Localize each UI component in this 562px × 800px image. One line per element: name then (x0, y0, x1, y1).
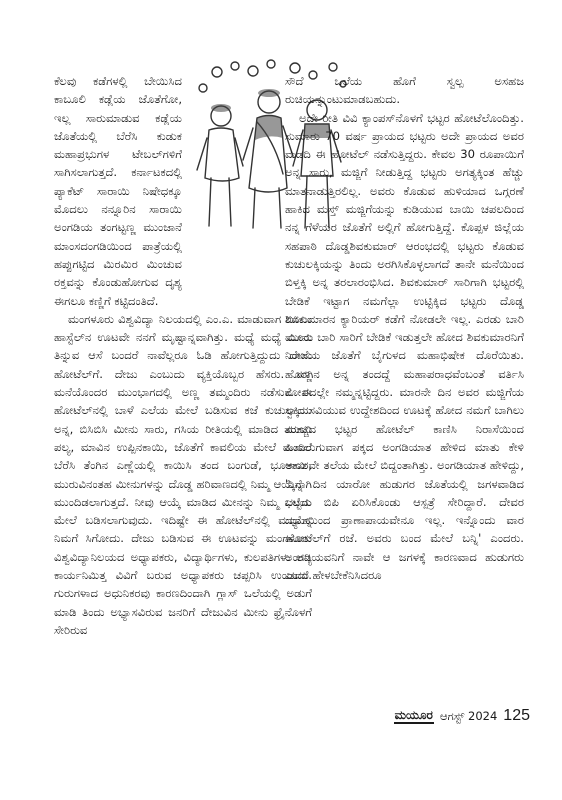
page-footer (370, 704, 530, 728)
magazine-logo: ಮಯೂರ (394, 707, 433, 722)
left-column (54, 72, 312, 639)
left-paragraph-2: ಮಂಗಳೂರು ವಿಶ್ವವಿದ್ಯಾ ನಿಲಯದಲ್ಲಿ ಎಂ.ಎ. ಮಾಡುವಾಗ ಬಿಸಿಎಂ ಹಾಸ್ಟೆಲ್‌ನ ಊಟವೇ ನನಗೆ ಮೃಷ್ಟಾನ್ನವಾಗಿತ್ತು. ಮಧ್ಯೆ ಮಧ್ಯೆ ಮೀನು ತಿನ್ನುವ ಆಸೆ ಬಂದರೆ ನಾವೆಲ್ಲರೂ ಓಡಿ ಹೋಗುತ್ತಿದ್ದುದು ದೇಜು ಹೋಟೆಲ್‌ಗೆ. ದೇಜು ಎಂಬುದು ವ್ಯಕ್ತಿಯೊಬ್ಬರ ಹೆಸರು. ಸಣ್ಣ ಮನೆಯೊಂದರ ಮುಂಭಾಗದಲ್ಲಿ ಅಣ್ಣ ತಮ್ಮಂದಿರು ನಡೆಸುವ ಈ ಹೋಟೆಲ್‌ನಲ್ಲಿ ಬಾಳೆ ಎಲೆಯ ಮೇಲೆ ಬಡಿಸುವ ಕಜೆ ಕುಚುಲಕ್ಕಿಯ ಅನ್ನ, ಬಿಸಿಬಿಸಿ ಮೀನು ಸಾರು, ಗಸಿಯ ರೀತಿಯಲ್ಲಿ ಮಾಡಿದ ತರಕಾರಿ ಪಲ್ಯ, ಮಾವಿನ ಉಪ್ಪಿನಕಾಯಿ, ಜೊತೆಗೆ ಕಾವಲಿಯ ಮೇಲೆ ಮಸಾಲೆ ಬೆರೆಸಿ ತೆಂಗಿನ ಎಣ್ಣೆಯಲ್ಲಿ ಕಾಯಿಸಿ ತಂದ ಬಂಗುಡೆ, ಭೂತಾಯಿ, ಮುರುವಿನಂತಹ ಮೀನುಗಳನ್ನು ದೊಡ್ಡ ಹರಿವಾಣದಲ್ಲಿ ನಿಮ್ಮ ಆಯ್ಕೆಗಾಗಿ ಮುಂದಿಡಲಾಗುತ್ತದೆ. ನೀವು ಆಯ್ಕೆ ಮಾಡಿದ ಮೀನನ್ನು ನಿಮ್ಮ ಎಲೆಯ ಮೇಲೆ ಬಡಿಸಲಾಗುವುದು. ಇದಿಷ್ಟೇ ಈ ಹೋಟೆಲ್‌ನಲ್ಲಿ ಮಧ್ಯಾಹ್ನ ನಿಮಗೆ ಸಿಗೋದು. ದೇಜು ಬಡಿಸುವ ಈ ಊಟವನ್ನು ಮಂಗಳೂರು ವಿಶ್ವವಿದ್ಯಾನಿಲಯದ ಅಧ್ಯಾಪಕರು, ವಿದ್ಯಾರ್ಥಿಗಳು, ಕುಲಪತಿಗಳು ಅನ್ಯ ಕಾರ್ಯನಿಮಿತ್ತ ವಿವಿಗೆ ಬರುವ ಅಧ್ಯಾಪಕರು ಚಪ್ಪರಿಸಿ ಉಂಡವರೆ. ಗುರುಗಳಾದ ಅಧುನಿಕರವು ಕಾರಣದಿಂದಾಗಿ ಗ್ಲಾಸ್ ಒಲೆಯಲ್ಲಿ ಅಡುಗೆ ಮಾಡಿ ತಿಂದು ಅಭ್ಯಾಸವಿರುವ ಜನರಿಗೆ ದೇಜುವಿನ ಮೀನು ಫ್ರೈನೊಳಗೆ ಸೇರಿರುವ (54, 311, 312, 637)
issue-date: ಆಗಸ್ಟ್ 2024 (439, 708, 498, 723)
left-paragraph-1: ಕೆಲವು ಕಡೆಗಳಲ್ಲಿ ಬೇಯಿಸಿದ ಕಾಬೂಲಿ ಕಡ್ಲೆಯ ಜೊತೆಗೋ, ಇಲ್ಲ ಸಾರುಮಾಡುವ ಕಡ್ಲೆಯ ಜೊತೆಯಲ್ಲಿ ಬೆರೆಸಿ ಕುಡುಕ ಮಹಾಪ್ರಭುಗಳ ಟೇಬಲ್‌ಗಳಿಗೆ ಸಾಗಿಸಲಾಗುತ್ತದೆ. ಕರ್ನಾಟಕದಲ್ಲಿ ಪ್ಯಾಕೆಟ್ ಸಾರಾಯಿ ನಿಷೇಧಕ್ಕೂ ಮೊದಲು ನನ್ನೂರಿನ ಸಾರಾಯಿ ಅಂಗಡಿಯ ತಂಗಟ್ಟಣ್ಣ ಮುಂಜಾನೆ ಮಾಂಸದಂಗಡಿಯಿಂದ ಪಾತ್ರೆಯಲ್ಲಿ ಹಪ್ಪುಗಟ್ಟಿದ ಮಿರಮಿರ ಮಿಂಚುವ ರಕ್ತವನ್ನು ಕೊಂಡುಹೋಗುವ ದೃಶ್ಯ ಈಗಲೂ ಕಣ್ಣಿಗೆ ಕಟ್ಟಿದಂತಿದೆ. (54, 74, 182, 308)
right-column (285, 72, 524, 584)
right-paragraph-2: ಅದೇ ರೀತಿ ವಿವಿ ಕ್ಯಾಂಪಸ್‌ನೊಳಗೆ ಭಟ್ಟರ ಹೋಟೆಲೊಂದಿತ್ತು. ಸುಮಾರು 70 ವರ್ಷ ಪ್ರಾಯದ ಭಟ್ಟರು ಅದೇ ಪ್ರಾಯದ ಅವರ ಮಡದಿ ಈ ಹೋಟೆಲ್ ನಡೆಸುತ್ತಿದ್ದರು. ಕೇವಲ 30 ರೂಪಾಯಿಗೆ ಅನ್ನ ಸಾರು, ಮಜ್ಜಿಗೆ ನೀಡುತ್ತಿದ್ದ ಭಟ್ಟರು ಅಗತ್ಯಕ್ಕಿಂತ ಹೆಚ್ಚು ಮಾತನಾಡುತ್ತಿರಲಿಲ್ಲ. ಅವರು ಕೊಡುವ ಹುಳಿಯಾದ ಒಗ್ಗರಣೆ ಹಾಕಿದ ಮಸ್ತ್ ಮಜ್ಜಿಗೆಯನ್ನು ಕುಡಿಯುವ ಬಾಯಿ ಚಪಲದಿಂದ ನನ್ನ ಗೆಳೆಯರ ಜೊತೆಗೆ ಅಲ್ಲಿಗೆ ಹೋಗುತ್ತಿದ್ದೆ. ಕೊಪ್ಪಳ ಜಿಲ್ಲೆಯ ಸಹಪಾಠಿ ದೊಡ್ಡಶಿವಕುಮಾರ್ ಆರಂಭದಲ್ಲಿ ಭಟ್ಟರು ಕೊಡುವ ಕುಚುಲಕ್ಕಿಯನ್ನು ತಿಂದು ಅರಗಿಸಿಕೊಳ್ಳಲಾಗದೆ ತಾನೇ ಮನೆಯಿಂದ ಬಿಳ್ತಕ್ಕಿ ಅನ್ನ ತರಲಾರಂಭಿಸಿದ. ಶಿವಕುಮಾರ್ ಸಾರಿಗಾಗಿ ಭಟ್ಟರಲ್ಲಿ ಬೇಡಿಕೆ ಇಟ್ಟಾಗ ನಮಗೆಲ್ಲಾ ಉಟ್ಟಿಕ್ಕಿದ ಭಟ್ಟರು ದೊಡ್ಡ ಶಿವಕುಮಾರನ ಕ್ಯಾರಿಯರ್ ಕಡೆಗೆ ನೋಡಲೇ ಇಲ್ಲ. ಎರಡು ಬಾರಿ ಮೂರು ಬಾರಿ ಸಾರಿಗೆ ಬೇಡಿಕೆ ಇಡುತ್ತಲೇ ಹೋದ ಶಿವಕುಮಾರನಿಗೆ ನಿರಾಸೆಯ ಜೊತೆಗೆ ಬೈಗುಳದ ಮಹಾಭಿಷೇಕ ದೊರೆಯಿತು. ಹೊರಗಿನ ಅನ್ನ ತಂದದ್ದೆ ಮಹಾಪರಾಧವೆಂಬಂತೆ ವರ್ತಿಸಿ ಕೋಪದಲ್ಲೇ ನಮ್ಮನ್ನಟ್ಟಿದ್ದರು. ಮಾರನೇ ದಿನ ಅವರ ಮಜ್ಜಿಗೆಯ ಸ್ವಾದ ಸವಿಯುವ ಉದ್ದೇಶದಿಂದ ಊಟಕ್ಕೆ ಹೋದ ನಮಗೆ ಬಾಗಿಲು ಮುಚ್ಚಿದ ಭಟ್ಟರ ಹೋಟೆಲ್ ಕಾಣಿಸಿ ನಿರಾಸೆಯಿಂದ ಹಿಂದಿರುಗುವಾಗ ಪಕ್ಕದ ಅಂಗಡಿಯಾತ ಹೇಳಿದ ಮಾತು ಕೇಳಿ ಆಕಾಶವೇ ತಲೆಯ ಮೇಲೆ ಬಿದ್ದಂತಾಗಿತ್ತು. ಅಂಗಡಿಯಾತ ಹೇಳಿದ್ದು, 'ನಿನ್ನೆ ದಿನ ಯಾರೋ ಹುಡುಗರ ಜೊತೆಯಲ್ಲಿ ಜಗಳವಾಡಿದ ಭಟ್ಟರು ಬಿಪಿ ಏರಿಸಿಕೊಂಡು ಆಸ್ಪತ್ರೆ ಸೇರಿದ್ದಾರೆ. ದೇವರ ದಯೆಯಿಂದ ಪ್ರಾಣಾಪಾಯವೇನೂ ಇಲ್ಲ. ಇನ್ನೊಂದು ವಾರ ಹೋಟೆಲ್‌ಗೆ ರಜೆ. ಅವರು ಬಂದ ಮೇಲೆ ಬನ್ನಿ' ಎಂದರು. ಅಂಗಡಿಯವನಿಗೆ ನಾವೇ ಆ ಜಗಳಕ್ಕೆ ಕಾರಣವಾದ ಹುಡುಗರು ಎಂದು ಹೇಳಬೇಕೆನಿಸಿದರೂ (285, 110, 524, 583)
right-paragraph-1: ಸೌದೆ ಒಲೆಯ ಹೊಗೆ ಸ್ವಲ್ಪ ಅಸಹಜ ರುಚಿಯನ್ನುಂಟುಮಾಡಬಹುದು. (285, 74, 524, 107)
page-number: 125 (503, 707, 530, 724)
